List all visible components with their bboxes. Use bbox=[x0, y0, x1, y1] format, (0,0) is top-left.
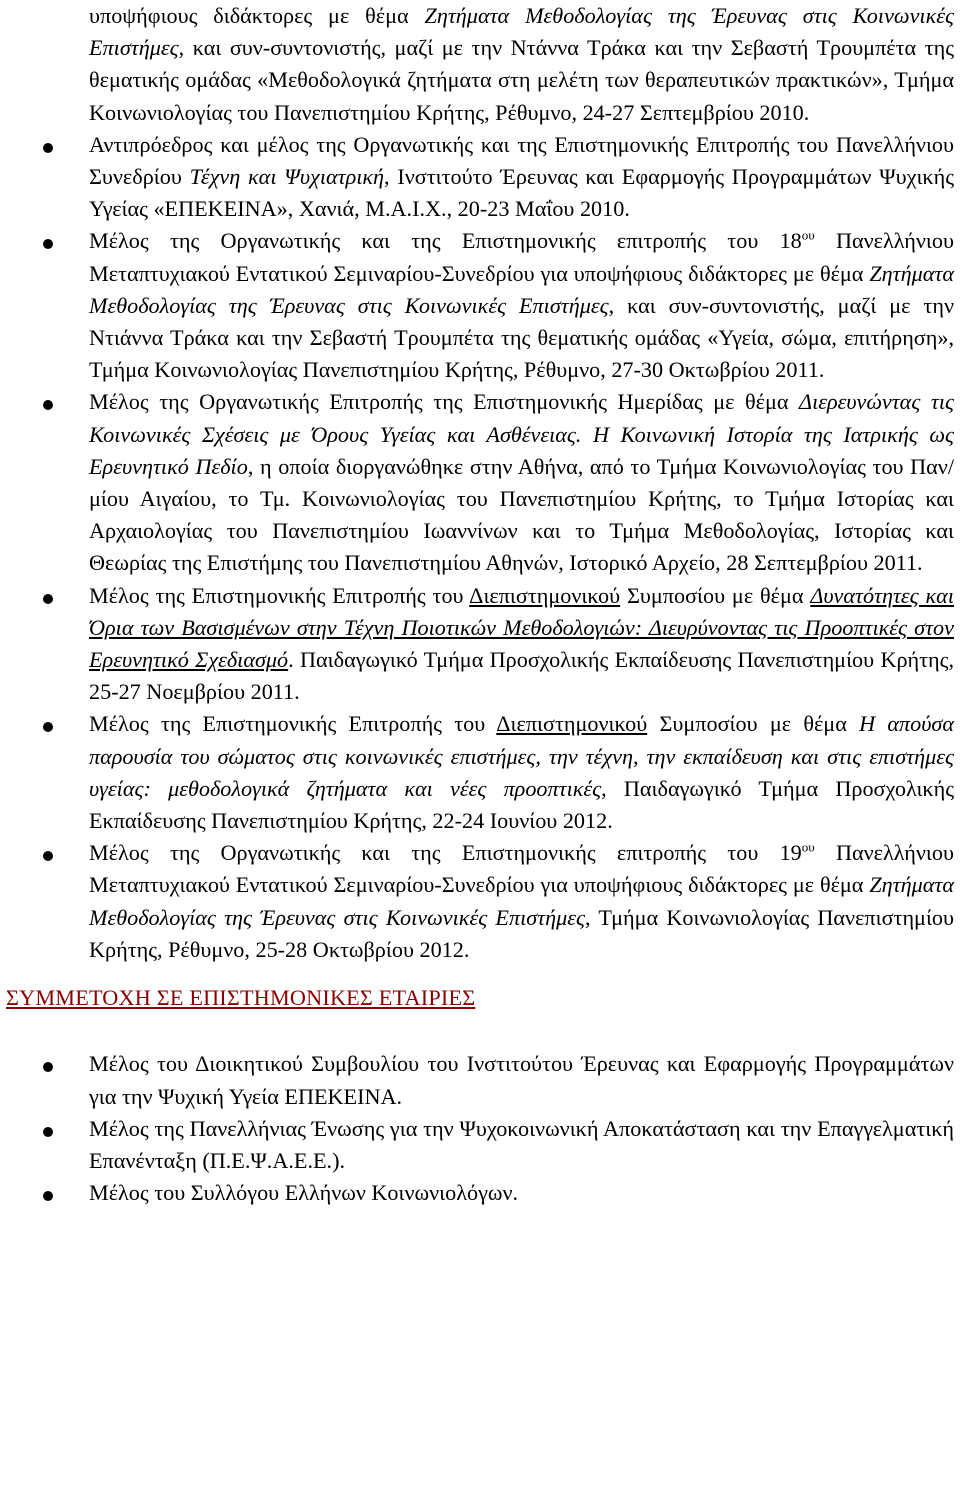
list-item bbox=[0, 225, 960, 386]
list-item bbox=[0, 708, 960, 837]
list-item bbox=[0, 580, 960, 709]
entry-text: Μέλος της Πανελλήνιας Ένωσης για την Ψυχοκοινωνική Αποκατάσταση και την Επαγγελματική Επανένταξη (Π.Ε.Ψ.Α.Ε.Ε.). bbox=[89, 1115, 954, 1173]
event-title: Ζητήματα Μεθοδολογίας της Έρευνας στις Κοινωνικές Επιστήμες bbox=[89, 260, 954, 318]
list-item bbox=[0, 386, 960, 579]
entry-text: Μέλος του Συλλόγου Ελλήνων Κοινωνιολόγων. bbox=[89, 1180, 519, 1206]
list-item bbox=[0, 837, 960, 966]
entry-text: Μέλος της Οργανωτικής Επιτροπής της Επιστημονικής Ημερίδας με θέμα bbox=[89, 389, 800, 415]
entry-text: Μέλος της Επιστημονικής Επιτροπής του bbox=[89, 582, 470, 608]
ordinal-suffix: ου bbox=[801, 228, 815, 244]
entry-text: , και συν-συντονιστής, μαζί με την Ντιάννα Τράκα και την Σεβαστή Τρουμπέτα της θεματικής ομάδας «Υγεία, σώμα, επιτήρηση», Τμήμα Κοινωνιολογίας Πανεπιστημίου Κρήτης, Ρέθυμνο, 27-30 Οκτωβρίου 2011. bbox=[89, 292, 954, 383]
entry-text: Διεπιστημονικού bbox=[469, 582, 621, 608]
list-item bbox=[0, 129, 960, 226]
bullet-icon bbox=[43, 1062, 53, 1072]
entry-text: Πανελλήνιου Μεταπτυχιακού Εντατικού Σεμιναρίου-Συνεδρίου για υποψήφιους διδάκτορες με θέμα bbox=[89, 840, 954, 898]
bullet-icon bbox=[43, 594, 53, 604]
bullet-icon bbox=[43, 400, 53, 410]
entry-text: , και συν-συντονιστής, μαζί με την Ντάννα Τράκα και την Σεβαστή Τρουμπέτα της θεματικής ομάδας «Μεθοδολογικά ζητήματα στη μελέτη των θεραπευτικών πρακτικών», Τμήμα Κοινωνιολογίας του Πανεπιστημίου Κρήτης, Ρέθυμνο, 24-27 Σεπτεμβρίου 2010. bbox=[89, 35, 954, 125]
event-title: Διερευνώντας τις Κοινωνικές Σχέσεις με Όρους Υγείας και Ασθένειας. Η Κοινωνική Ιστορία της Ιατρικής ως Ερευνητικό Πεδίο bbox=[89, 389, 955, 479]
list-item bbox=[0, 1177, 960, 1209]
bullet-icon bbox=[43, 1127, 53, 1137]
bullet-icon bbox=[43, 851, 53, 861]
entry-text: , Παιδαγωγικό Τμήμα Προσχολικής Εκπαίδευσης Πανεπιστημίου Κρήτης, 22-24 Ιουνίου 2012. bbox=[89, 775, 955, 834]
bullet-icon bbox=[43, 722, 53, 732]
entry-text: , Τμήμα Κοινωνιολογίας Πανεπιστημίου Κρήτης, Ρέθυμνο, 25-28 Οκτωβρίου 2012. bbox=[89, 904, 954, 962]
entry-text: Διεπιστημονικού bbox=[496, 711, 648, 737]
entry-text: Μέλος της Οργανωτικής και της Επιστημονικής επιτροπής του 19 bbox=[89, 840, 802, 866]
list-item bbox=[0, 1048, 960, 1112]
section-heading: ΣΥΜΜΕΤΟΧΗ ΣΕ ΕΠΙΣΤΗΜΟΝΙΚΕΣ ΕΤΑΙΡΙΕΣ bbox=[6, 985, 476, 1011]
entry-text: Μέλος της Οργανωτικής και της Επιστημονικής επιτροπής του 18 bbox=[89, 228, 802, 254]
event-title: Ζητήματα Μεθοδολογίας της Έρευνας στις Κοινωνικές Επιστήμες bbox=[89, 3, 954, 61]
entry-text: Αντιπρόεδρος και μέλος της Οργανωτικής και της Επιστημονικής Επιτροπής του Πανελλήνιου Συνεδρίου bbox=[89, 131, 954, 190]
entry-text: Συμποσίου με θέμα bbox=[620, 582, 811, 608]
event-title: Τέχνη και Ψυχιατρική bbox=[189, 164, 385, 190]
event-title: Δυνατότητες και Όρια των Βασισμένων στην Τέχνη Ποιοτικών Μεθοδολογιών: Διευρύνοντας τις Προοπτικές στον Ερευνητικό Σχεδιασμό bbox=[89, 582, 954, 673]
entry-text: Μέλος της Επιστημονικής Επιτροπής του bbox=[89, 711, 497, 737]
bullet-icon bbox=[43, 239, 53, 249]
entry-text: . Παιδαγωγικό Τμήμα Προσχολικής Εκπαίδευσης Πανεπιστημίου Κρήτης, 25-27 Νοεμβρίου 2011. bbox=[89, 647, 954, 705]
event-title: Ζητήματα Μεθοδολογίας της Έρευνας στις Κοινωνικές Επιστήμες bbox=[89, 872, 954, 930]
event-title: Η απούσα παρουσία του σώματος στις κοινωνικές επιστήμες, την τέχνη, την εκπαίδευση και στις επιστήμες υγείας: μεθοδολογικά ζητήματα και νέες προοπτικές bbox=[89, 711, 955, 801]
entry-text: υποψήφιους διδάκτορες με θέμα bbox=[89, 3, 425, 28]
society-memberships-list bbox=[0, 1048, 960, 1209]
entry-text: Πανελλήνιου Μεταπτυχιακού Εντατικού Σεμιναρίου-Συνεδρίου για υποψήφιους διδάκτορες με θέμα bbox=[89, 228, 954, 286]
list-item bbox=[0, 1113, 960, 1177]
entry-text: , η οποία διοργανώθηκε στην Αθήνα, από το Τμήμα Κοινωνιολογίας του Παν/μίου Αιγαίου, το Τμ. Κοινωνιολογίας του Πανεπιστημίου Κρήτης, το Τμήμα Ιστορίας και Αρχαιολογίας του Πανεπιστημίου Ιωαννίνων και το Τμήμα Μεθοδολογίας, Ιστορίας και Θεωρίας της Επιστήμης του Πανεπιστημίου Αθηνών, Ιστορικό Αρχείο, 28 Σεπτεμβρίου 2011. bbox=[89, 453, 955, 576]
bullet-icon bbox=[43, 1191, 53, 1201]
list-item bbox=[0, 0, 960, 129]
ordinal-suffix: ου bbox=[801, 839, 815, 855]
entry-text: Μέλος του Διοικητικού Συμβουλίου του Ινστιτούτου Έρευνας και Εφαρμογής Προγραμμάτων για την Ψυχική Υγεία ΕΠΕΚΕΙΝΑ. bbox=[89, 1051, 954, 1109]
entry-text: , Ινστιτούτο Έρευνας και Εφαρμογής Προγραμμάτων Ψυχικής Υγείας «ΕΠΕΚΕΙΝΑ», Χανιά, Μ.Α.Ι.Χ., 20-23 Μαΐου 2010. bbox=[89, 164, 954, 222]
entry-text: Συμποσίου με θέμα bbox=[647, 711, 860, 737]
bullet-icon bbox=[43, 143, 53, 153]
